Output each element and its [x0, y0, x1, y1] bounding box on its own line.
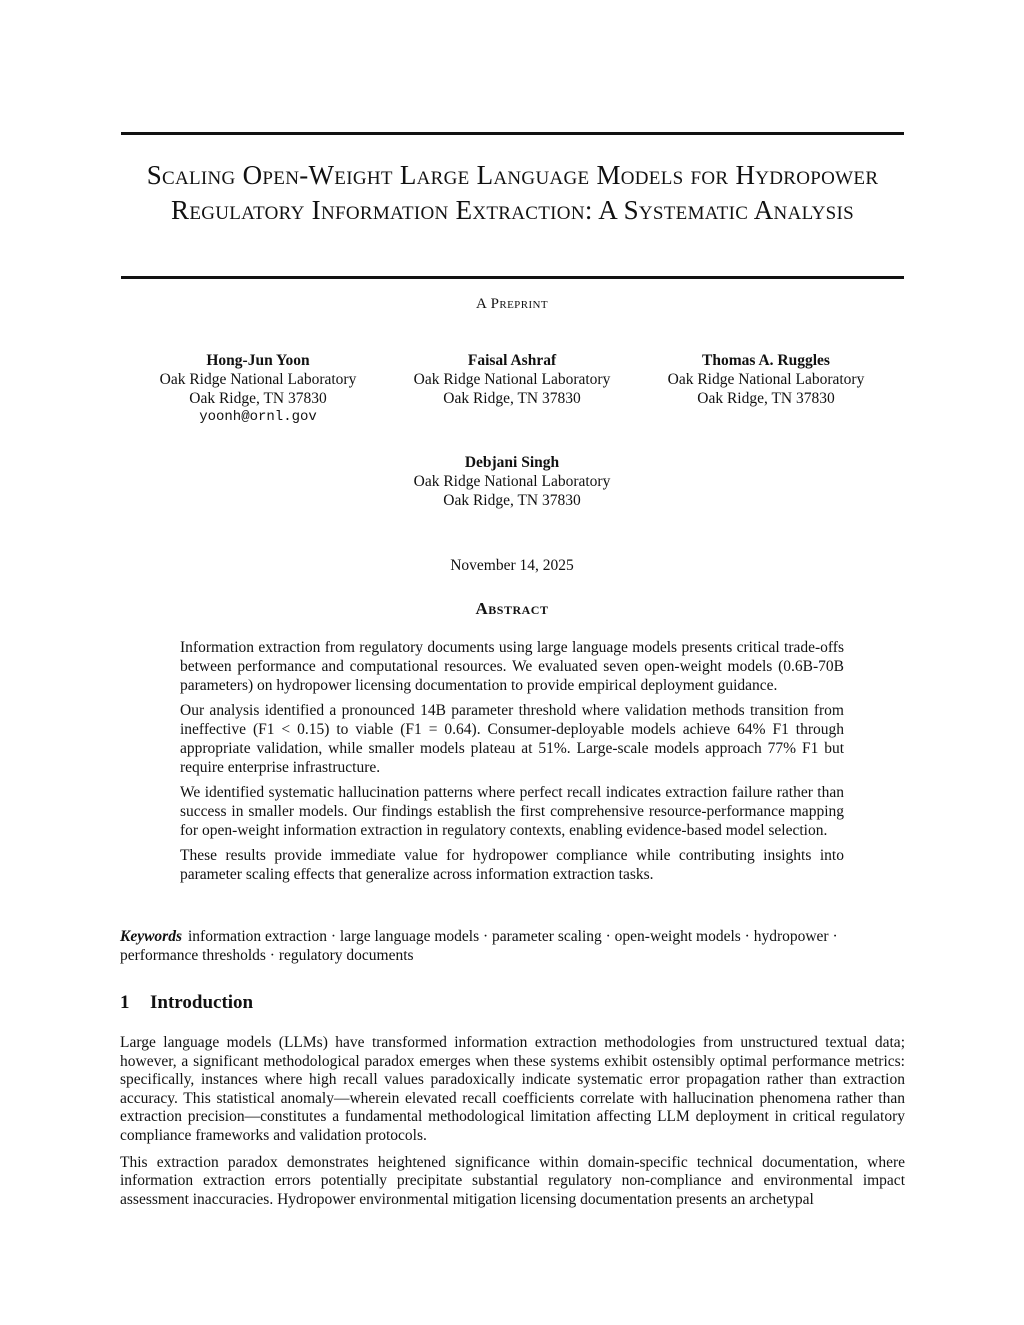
abstract-paragraph: Information extraction from regulatory documents using large language models presents critical trade-offs between performance and computational resources. We evaluated seven open-weight models (0.6B-70B parameters) on hydropower licensing documentation to provide empirical deployment guidance. [180, 639, 844, 694]
author-affiliation: Oak Ridge National Laboratory [413, 473, 611, 490]
author-affiliation: Oak Ridge National Laboratory [159, 371, 357, 388]
author-address: Oak Ridge, TN 37830 [189, 390, 327, 407]
abstract-paragraph: Our analysis identified a pronounced 14B parameter threshold where validation methods transition from ineffective (F1 < 0.15) to viable (F1 = 0.64). Consumer-deployable models achieve 64% F1 through appropriate validation, while smaller models plateau at 51%. Large-scale models approach 77% F1 but require enterprise infrastructure. [180, 702, 844, 776]
publication-date: November 14, 2025 [450, 557, 574, 574]
abstract-paragraph: We identified systematic hallucination patterns where perfect recall indicates extraction failure rather than success in smaller models. Our findings establish the first comprehensive resource-performance mapping for open-weight information extraction in regulatory contexts, enabling evidence-based model selection. [180, 784, 844, 839]
abstract-paragraph: These results provide immediate value for hydropower compliance while contributing insights into parameter scaling effects that generalize across information extraction tasks. [180, 847, 844, 883]
author-address: Oak Ridge, TN 37830 [697, 390, 835, 407]
abstract-body [180, 638, 844, 890]
author-affiliation: Oak Ridge National Laboratory [667, 371, 865, 388]
author-name: Faisal Ashraf [467, 352, 557, 369]
author-name: Thomas A. Ruggles [702, 352, 830, 369]
body-paragraph: Large language models (LLMs) have transformed information extraction methodologies from unstructured textual data; however, a significant methodological paradox emerges when these systems exhibit ostensibly optimal performance metrics: specifically, instances where high recall values paradoxically indicate systematic error propagation rather than extraction accuracy. This statistical anomaly—wherein elevated recall coefficients correlate with hallucination phenomena rather than extraction precision—constitutes a fundamental methodological limitation affecting LLM deployment in critical regulatory compliance frameworks and validation protocols. [120, 1034, 905, 1144]
abstract-heading: Abstract [475, 599, 549, 618]
author-address: Oak Ridge, TN 37830 [443, 492, 581, 509]
author-block [382, 453, 642, 510]
preprint-label: A Preprint [476, 296, 548, 312]
introduction-body [120, 1034, 905, 1217]
section-title: Introduction [150, 992, 254, 1013]
author-address: Oak Ridge, TN 37830 [443, 390, 581, 407]
author-affiliation: Oak Ridge National Laboratory [413, 371, 611, 388]
keywords [120, 927, 905, 965]
author-block [128, 351, 388, 427]
keywords-label: Keywords [120, 928, 182, 945]
author-email[interactable]: yoonh@ornl.gov [199, 409, 317, 425]
author-block [382, 351, 642, 408]
title-bottom-rule [121, 276, 904, 279]
paper-title: Scaling Open-Weight Large Language Models for Hydropower Regulatory Information Extraction: A Systematic Analysis [146, 160, 879, 225]
section-heading-introduction [120, 992, 253, 1014]
section-number: 1 [120, 992, 130, 1013]
title-top-rule [121, 132, 904, 135]
author-block [636, 351, 896, 408]
author-name: Hong-Jun Yoon [206, 352, 310, 369]
keywords-list: information extraction · large language models · parameter scaling · open-weight models · hydropower · performance thresholds · regulatory documents [120, 928, 838, 964]
body-paragraph: This extraction paradox demonstrates heightened significance within domain-specific technical documentation, where information extraction errors potentially precipitate substantial regulatory non-compliance and environmental impact assessment inaccuracies. Hydropower environmental mitigation licensing documentation presents an archetypal [120, 1153, 905, 1208]
author-name: Debjani Singh [464, 454, 560, 471]
